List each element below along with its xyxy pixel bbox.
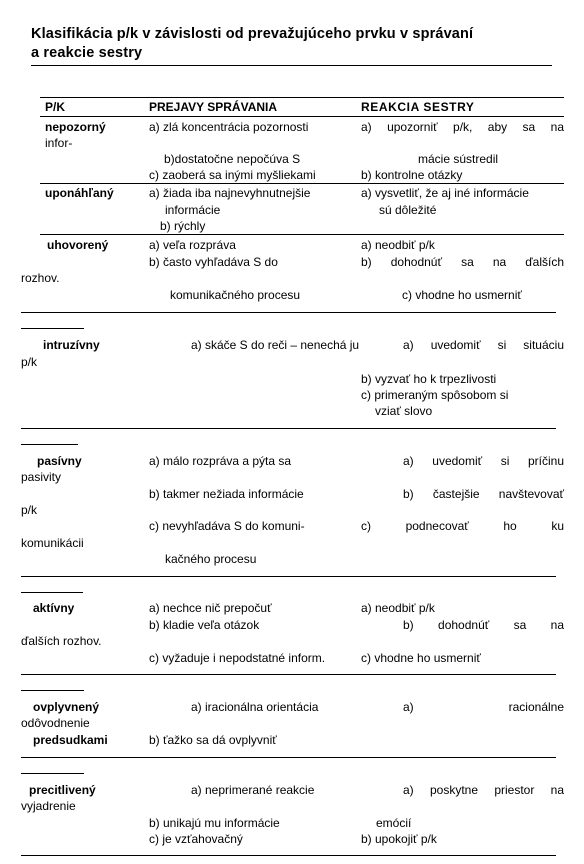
row-divider <box>40 183 564 184</box>
row-name-cont: predsudkami <box>33 733 108 747</box>
row-name: uponáhľaný <box>45 186 114 200</box>
behavior-item: a) iracionálna orientácia <box>191 700 319 714</box>
short-rule <box>21 444 78 445</box>
row-name-cont: ďalších rozhov. <box>21 634 102 648</box>
behavior-item: komunikačného procesu <box>170 288 301 302</box>
row-name: intruzívny <box>43 338 100 352</box>
row-divider <box>21 312 556 313</box>
row-name-cont: pasivity <box>21 470 62 484</box>
short-rule <box>21 328 84 329</box>
row-name: uhovorený <box>47 238 109 252</box>
reaction-item: b) vyzvať ho k trpezlivosti <box>361 372 497 386</box>
behavior-item: a) skáče S do reči – nenechá ju <box>191 338 360 352</box>
behavior-item: b) často vyhľadáva S do <box>149 255 278 269</box>
behavior-item: c) nevyhľadáva S do komuni- <box>149 519 305 533</box>
reaction-item: b) kontrolne otázky <box>361 168 463 182</box>
reaction-item: c) vhodne ho usmerniť <box>361 651 481 665</box>
reaction-item: a) upozorniť p/k, aby sa na <box>361 120 564 134</box>
behavior-item: a) neprimerané reakcie <box>191 783 315 797</box>
behavior-item: b) rýchly <box>160 219 206 233</box>
row-name: nepozorný <box>45 120 106 134</box>
behavior-item: b) kladie veľa otázok <box>149 618 260 632</box>
reaction-item: c) podnecovať ho ku <box>361 519 564 533</box>
row-name: aktívny <box>33 601 75 615</box>
page-title <box>31 25 556 63</box>
title-line-1: Klasifikácia p/k v závislosti od prevažujúceho prvku v správaní <box>31 26 474 42</box>
row-name: precitlivený <box>29 783 96 797</box>
reaction-item: b) dohodnúť sa na ďalších <box>361 255 564 269</box>
reaction-item: b) častejšie navštevovať <box>403 487 564 501</box>
row-name-cont: p/k <box>21 503 38 517</box>
header-prejavy: PREJAVY SPRÁVANIA <box>149 100 278 114</box>
row-name-cont: infor- <box>45 136 73 150</box>
row-name-cont: vyjadrenie <box>21 799 76 813</box>
reaction-item: a) poskytne priestor na <box>403 783 564 797</box>
reaction-item: emócií <box>376 816 412 830</box>
behavior-item: b) unikajú mu informácie <box>149 816 280 830</box>
reaction-item: a) neodbiť p/k <box>361 238 435 252</box>
reaction-item: a) vysvetliť, že aj iné informácie <box>361 186 529 200</box>
behavior-item: informácie <box>165 203 221 217</box>
reaction-item: c) vhodne ho usmerniť <box>402 288 522 302</box>
row-name-cont: komunikácii <box>21 536 84 550</box>
behavior-item: a) veľa rozpráva <box>149 238 236 252</box>
reaction-item: a) uvedomiť si príčinu <box>403 454 564 468</box>
row-divider <box>21 576 556 577</box>
behavior-item: c) je vzťahovačný <box>149 832 243 846</box>
short-rule <box>21 690 84 691</box>
row-divider <box>21 428 556 429</box>
reaction-item: mácie sústredil <box>418 152 499 166</box>
header-rule <box>40 116 564 117</box>
reaction-item: a) neodbiť p/k <box>361 601 435 615</box>
row-name-cont: p/k <box>21 355 38 369</box>
reaction-item: sú dôležité <box>379 203 437 217</box>
reaction-item: b) dohodnúť sa na <box>403 618 564 632</box>
behavior-item: b) takmer nežiada informácie <box>149 487 304 501</box>
behavior-item: b)dostatočne nepočúva S <box>164 152 301 166</box>
title-underline <box>31 65 552 66</box>
table-top-rule <box>40 97 564 98</box>
title-line-2: a reakcie sestry <box>31 45 143 61</box>
header-pk: P/K <box>45 100 66 114</box>
behavior-item: a) málo rozpráva a pýta sa <box>149 454 292 468</box>
row-divider <box>21 855 556 856</box>
behavior-item: a) nechce nič prepočuť <box>149 601 272 615</box>
behavior-item: c) vyžaduje i nepodstatné inform. <box>149 651 326 665</box>
row-divider <box>21 674 556 675</box>
reaction-item: b) upokojiť p/k <box>361 832 437 846</box>
reaction-item: vziať slovo <box>375 404 433 418</box>
row-divider <box>40 234 564 235</box>
row-divider <box>21 757 556 758</box>
reaction-item: c) primeraným spôsobom si <box>361 388 509 402</box>
reaction-item: a) racionálne <box>403 700 564 714</box>
row-name-cont: rozhov. <box>21 271 60 285</box>
behavior-item: kačného procesu <box>165 552 257 566</box>
behavior-item: a) žiada iba najnevyhnutnejšie <box>149 186 311 200</box>
reaction-item: a) uvedomiť si situáciu <box>403 338 564 352</box>
behavior-item: b) ťažko sa dá ovplyvniť <box>149 733 277 747</box>
short-rule <box>21 773 84 774</box>
behavior-item: a) zlá koncentrácia pozornosti <box>149 120 309 134</box>
row-name-cont: odôvodnenie <box>21 716 90 730</box>
row-name: pasívny <box>37 454 82 468</box>
behavior-item: c) zaoberá sa inými myšliekami <box>149 168 316 182</box>
row-name: ovplyvnený <box>33 700 100 714</box>
short-rule <box>21 592 83 593</box>
header-reakcia: REAKCIA SESTRY <box>361 100 475 114</box>
